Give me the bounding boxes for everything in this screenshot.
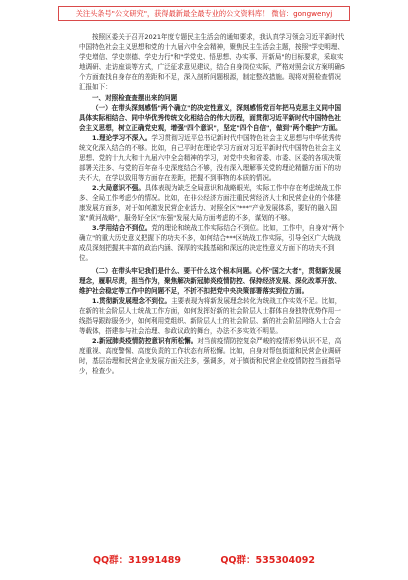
item-heading: 3.学用结合不到位。 (92, 224, 152, 232)
list-item (79, 223, 347, 263)
item-text: 学习贯彻习近平总书记新时代中国特色社会主义思想与中华优秀传统文化深入结合的不够。比如，自己平时在理论学习方面对习近平新时代中国特色社会主义思想、党的十九大和十九届六中全会精神的学习，对党中央和省委、市委、区委的各项决策部署关注多、与党的百年奋斗史深度结合不够，没有深入理解事关党的理论精髓方面下的功夫不大，在学以致用等方面存在差距，把握不到事物的本质的情况。 (79, 134, 342, 182)
footer-contacts (0, 552, 408, 566)
item-text: 党的理论和统战工作实际结合不到位。比如，工作中，自身对"两个确立"的重大历史意义把握下的功夫不多，如何结合***区统战工作实际，引导全区广大统战成员深刻把握其丰富的政治内涵、深厚的实践基础和深远的决定性意义方面下的功夫不到位。 (79, 224, 345, 262)
list-item (79, 183, 347, 223)
item-text: 具体表现为缺乏全局意识和战略眼光，实际工作中存在考虑统战工作多、全局工作考虑少的情况。比如，在非公经济方面注重民营经济人士和民营企业的个体健康发展方面多，对于如何激发民营企业活力、对照全区"***"产业发展体系，要好的融入国家"黄河战略"，服务好全区"东强"发展大局方面考虑的不多，谋划的不够。 (79, 184, 342, 222)
item-heading: 1.贯彻新发展理念不到位。 (92, 297, 172, 305)
item-text: 对当前疫情防控复杂严峻的疫情形势认识不足，高度重视、高度警惕、高度负责的工作状态有所松懈。比如，自身对帮包街道和民营企业调研时，基层治理和民营企业发展方面关注多，强调多，对于镇街和民营企业疫情防控当面指导少，检查少。 (79, 337, 342, 375)
item-text: 主要表现为将新发展理念转化为统战工作实效不足。比如，在新的社会阶层人士统战工作方面，如何发挥好新的社会阶层人士群体自身独特优势作用一线指导跟踪服务少，如何利用党组织、新阶层人士的社会阶层、新的社会阶层网络人士合会等载体，搭建参与社会治理、参政议政的舞台，办法不多实效不明显。 (79, 297, 342, 335)
subsection-heading-1: （一）在带头深刻感悟"两个确立"的决定性意义，深刻感悟党百年把马克思主义同中国具体实际相结合、同中华优秀传统文化相结合的伟大历程，面贯彻习近平新时代中国特色社会主义思想，树立正确党史观，增强"四个意识"，坚定"四个自信"，做到"两个维护"方面。 (79, 104, 342, 132)
qq-group-1: QQ群：31991489 (92, 555, 182, 566)
intro-paragraph: 按照区委关于召开2021年度专题民主生活会的通知要求，我认真学习领会习近平新时代中国特色社会主义思想和党的十九届六中全会精神，聚焦民主生活会主题，按照"学史明理、学史增信、学史崇德、学史力行"和"学党史、悟思想、办实事、开新局"的目标要求，采取实地调研、走访座谈等方式，广泛征求意见建议，结合自身岗位实际，严格对照会议方案明确5个方面查找自身存在的差距和不足，深入剖析问题根源，制定整改措施。现将对照检查情况汇报如下： (79, 33, 346, 91)
item-heading: 1.理论学习不深入。 (92, 134, 152, 142)
qq-group-2: QQ群：535304092 (220, 555, 315, 566)
item-heading: 2.新冠肺炎疫情防控意识有所松懈。 (92, 337, 198, 345)
document-body (79, 32, 347, 376)
list-item (79, 336, 347, 376)
list-item (79, 296, 347, 336)
item-heading: 2.大局意识不强。 (92, 184, 145, 192)
list-item (79, 133, 347, 183)
subsection-heading-2: （二）在带头牢记我们是什么、要干什么这个根本问题。心怀"国之大者"，贯彻新发展理念，履职尽责，担当作为，聚焦解决新冠肺炎疫情防控、保持经济发展、深化改革开放、维护社会稳定等工作中的问题不足，不折不扣把党中央决策部署落实到位方面。 (79, 267, 342, 295)
promo-banner: 关注头条号"公文研究"，获得最新最全最专业的公文资料库！ 微信：gongwenyj (58, 6, 350, 21)
section-heading: 一、对照检查查摆出来的问题 (92, 94, 178, 102)
